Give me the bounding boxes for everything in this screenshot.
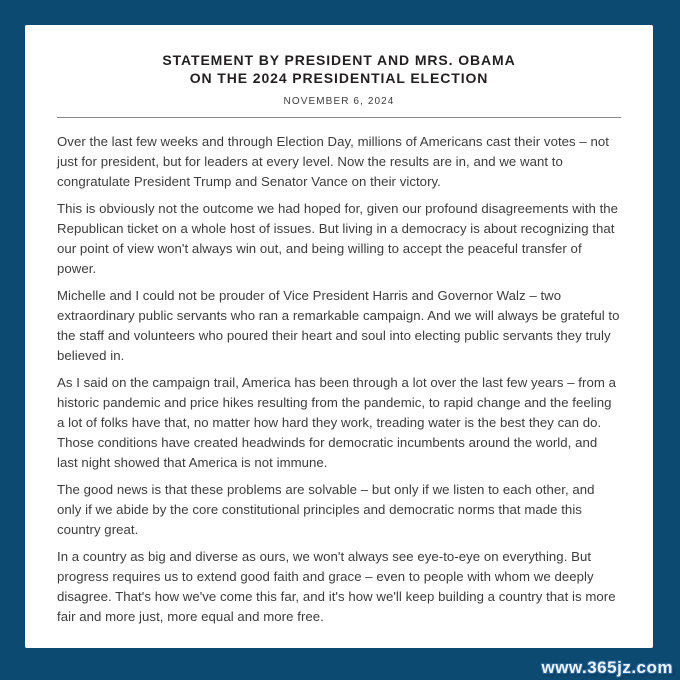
statement-paragraph-5: The good news is that these problems are solvable – but only if we listen to each other, and only if we abide by the core constitutional principles and democratic norms that made this country great.	[57, 482, 595, 537]
statement-paragraph-4: As I said on the campaign trail, America has been through a lot over the last few years – from a historic pandemic and price hikes resulting from the pandemic, to rapid change and the feeling a lot of folks have that, no matter how hard they work, treading water is the best they can do. Those conditions have created headwinds for democratic incumbents around the world, and last night showed that America is not immune.	[57, 375, 616, 470]
statement-paragraph-6: In a country as big and diverse as ours, we won't always see eye-to-eye on everything. But progress requires us to extend good faith and grace – even to people with whom we deeply disagree. That's how we've come this far, and it's how we'll keep building a country that is more fair and more just, more equal and more free.	[57, 549, 616, 624]
statement-paragraph-1: Over the last few weeks and through Election Day, millions of Americans cast their votes – not just for president, but for leaders at every level. Now the results are in, and we want to congratulate President Trump and Senator Vance on their victory.	[57, 134, 609, 189]
header-divider	[57, 117, 621, 118]
watermark-url: www.365jz.com	[541, 658, 673, 677]
statement-date: NOVEMBER 6, 2024	[283, 96, 395, 107]
statement-title	[57, 51, 621, 87]
statement-paragraph-2: This is obviously not the outcome we had hoped for, given our profound disagreements with the Republican ticket on a whole host of issues. But living in a democracy is about recognizing that our point of view won't always win out, and being willing to accept the peaceful transfer of power.	[57, 201, 619, 276]
statement-title-line1: STATEMENT BY PRESIDENT AND MRS. OBAMA	[162, 52, 516, 68]
statement-paragraph-3: Michelle and I could not be prouder of Vice President Harris and Governor Walz – two extraordinary public servants who ran a remarkable campaign. And we will always be grateful to the staff and volunteers who poured their heart and soul into electing public servants they truly believed in.	[57, 288, 620, 363]
statement-card	[25, 25, 653, 648]
statement-title-line2: ON THE 2024 PRESIDENTIAL ELECTION	[189, 70, 489, 86]
